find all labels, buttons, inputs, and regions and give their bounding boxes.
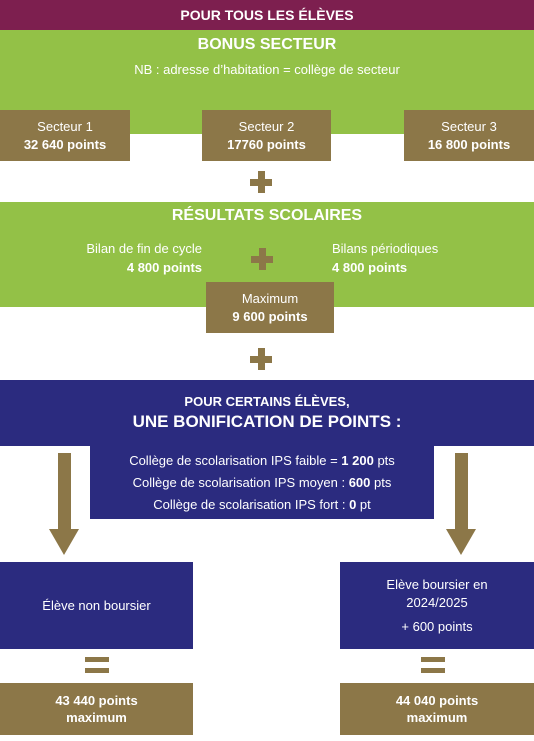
- arrow-down-left-icon: [49, 529, 79, 555]
- plus-icon: [250, 171, 272, 193]
- equals-icon: [85, 657, 109, 673]
- sector-3-points: 16 800 points: [427, 137, 511, 152]
- total-non-boursier-max: maximum: [66, 710, 127, 725]
- bonus-secteur-title: BONUS SECTEUR: [197, 36, 337, 53]
- sector-2-label: Secteur 2: [238, 119, 295, 134]
- total-non-boursier-box: [0, 683, 193, 735]
- eleve-non-boursier-label: Élève non boursier: [42, 598, 151, 613]
- total-boursier-max: maximum: [406, 710, 468, 725]
- total-non-boursier-points: 43 440 points: [55, 693, 138, 708]
- sector-3-label: Secteur 3: [441, 119, 497, 134]
- eleve-boursier-label-1: Elève boursier en: [386, 576, 488, 592]
- bilans-periodiques: [332, 239, 512, 277]
- bilan-fin-cycle-label: Bilan de fin de cycle: [86, 241, 202, 256]
- bonification-title-line2: UNE BONIFICATION DE POINTS :: [132, 412, 402, 431]
- eleve-boursier-bonus: + 600 points: [401, 618, 473, 634]
- sector-1-label: Secteur 1: [37, 119, 93, 134]
- bilan-fin-cycle-points: 4 800 points: [126, 260, 202, 275]
- bonus-secteur-note: NB : adresse d’habitation = collège de secteur: [134, 62, 400, 77]
- eleve-boursier-box: [340, 562, 534, 649]
- top-banner: [0, 0, 534, 30]
- plus-icon: [251, 248, 273, 270]
- plus-icon: [250, 348, 272, 370]
- total-boursier-box: [340, 683, 534, 735]
- ips-line-moyen: Collège de scolarisation IPS moyen : 600 pts: [132, 475, 392, 490]
- arrow-down-left-shaft: [58, 453, 71, 529]
- sector-box-2: [202, 110, 331, 161]
- equals-icon: [421, 657, 445, 673]
- bilans-periodiques-points: 4 800 points: [332, 260, 408, 275]
- sector-box-3: [404, 110, 534, 161]
- arrow-down-right-shaft: [455, 453, 468, 529]
- eleve-boursier-label-2: 2024/2025: [406, 594, 468, 610]
- ips-line-fort: Collège de scolarisation IPS fort : 0 pt: [153, 497, 371, 512]
- sector-box-1: [0, 110, 130, 161]
- maximum-box: [206, 282, 334, 333]
- top-banner-text: POUR TOUS LES ÉLÈVES: [180, 7, 354, 23]
- sector-1-points: 32 640 points: [23, 137, 107, 152]
- maximum-points: 9 600 points: [232, 309, 308, 324]
- maximum-label: Maximum: [241, 291, 299, 306]
- ips-box: [90, 444, 434, 519]
- sector-2-points: 17760 points: [227, 137, 306, 152]
- eleve-non-boursier-box: [0, 562, 193, 649]
- total-boursier-points: 44 040 points: [395, 693, 479, 708]
- resultats-scolaires-title: RÉSULTATS SCOLAIRES: [171, 207, 363, 224]
- bonification-title-line1: POUR CERTAINS ÉLÈVES,: [184, 394, 350, 409]
- ips-line-faible: Collège de scolarisation IPS faible = 1 200 pts: [129, 453, 395, 468]
- arrow-down-right-icon: [446, 529, 476, 555]
- bilan-fin-cycle: [40, 239, 202, 277]
- bilans-periodiques-label: Bilans périodiques: [332, 241, 439, 256]
